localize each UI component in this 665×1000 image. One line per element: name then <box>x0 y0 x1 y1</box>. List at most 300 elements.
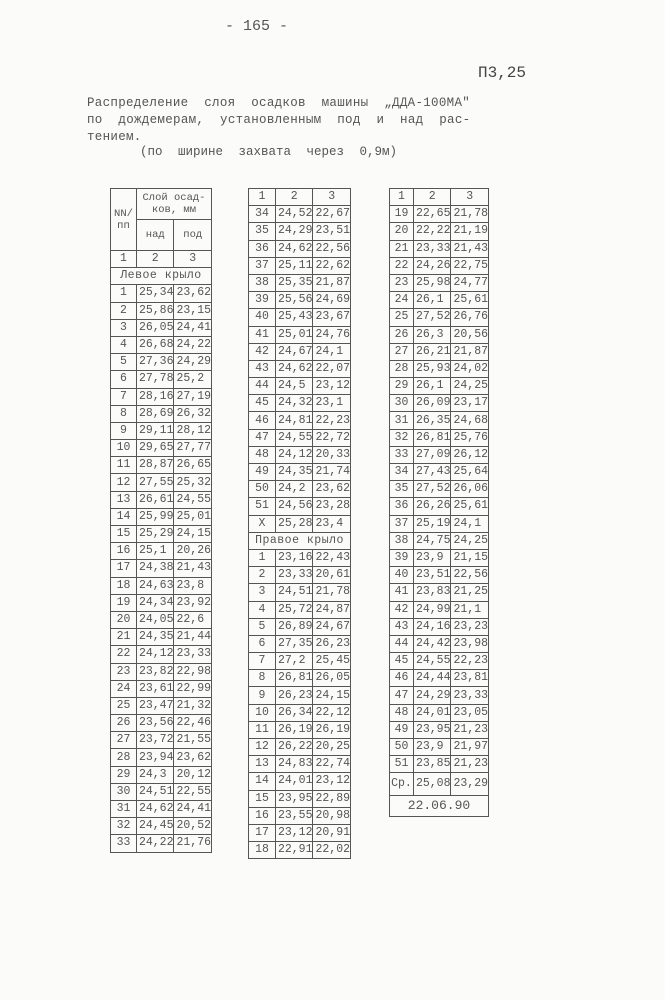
value-over: 24,12 <box>136 646 174 663</box>
row-number: 39 <box>249 292 276 309</box>
value-under: 24,77 <box>451 274 489 291</box>
value-under: 21,44 <box>174 629 212 646</box>
table-row <box>249 515 351 532</box>
table-row <box>111 611 212 628</box>
table-row <box>249 824 351 841</box>
value-under: 27,77 <box>174 440 212 457</box>
table-row <box>111 749 212 766</box>
row-number: 28 <box>390 360 414 377</box>
value-under: 23,62 <box>174 285 212 302</box>
value-over: 26,61 <box>136 491 174 508</box>
table-row <box>111 371 212 388</box>
value-over: 23,9 <box>413 739 451 756</box>
row-number: 12 <box>249 739 276 756</box>
value-over: 26,3 <box>413 326 451 343</box>
value-under: 21,43 <box>451 240 489 257</box>
row-number: 5 <box>249 618 276 635</box>
row-number: 10 <box>249 704 276 721</box>
row-number: 1 <box>249 549 276 566</box>
value-over: 25,98 <box>413 274 451 291</box>
value-under: 25,45 <box>313 653 351 670</box>
row-number: 7 <box>111 388 137 405</box>
value-over: 26,68 <box>136 336 174 353</box>
value-over: 24,52 <box>275 206 313 223</box>
value-under: 23,28 <box>313 498 351 515</box>
value-under: 21,23 <box>451 756 489 773</box>
col-num: 3 <box>174 251 212 268</box>
table-row <box>390 274 489 291</box>
row-number: 51 <box>249 498 276 515</box>
row-number: 27 <box>111 732 137 749</box>
value-over: 28,16 <box>136 388 174 405</box>
value-over: 24,01 <box>413 704 451 721</box>
value-under: 24,68 <box>451 412 489 429</box>
value-over: 24,81 <box>275 412 313 429</box>
row-number: 19 <box>390 206 414 223</box>
table-row <box>111 491 212 508</box>
table-row <box>390 670 489 687</box>
value-over: 23,51 <box>413 567 451 584</box>
value-over: 24,5 <box>275 378 313 395</box>
heading-line-3: тением. <box>87 130 142 144</box>
table-row <box>249 240 351 257</box>
col-num: 1 <box>111 251 137 268</box>
value-over: 24,44 <box>413 670 451 687</box>
heading-note: (по ширине захвата через 0,9м) <box>140 145 398 159</box>
value-over: 24,12 <box>275 446 313 463</box>
row-number: 45 <box>249 395 276 412</box>
value-over: 24,42 <box>413 635 451 652</box>
value-under: 21,25 <box>451 584 489 601</box>
row-number: 3 <box>111 319 137 336</box>
value-over: 26,26 <box>413 498 451 515</box>
table-row <box>249 790 351 807</box>
value-under: 25,01 <box>174 508 212 525</box>
table-row <box>111 302 212 319</box>
table-row <box>390 343 489 360</box>
col-header-over: над <box>136 220 174 251</box>
value-over: 27,36 <box>136 354 174 371</box>
value-under: 24,25 <box>451 532 489 549</box>
value-over: 24,75 <box>413 532 451 549</box>
row-number: 25 <box>390 309 414 326</box>
value-under: 21,19 <box>451 223 489 240</box>
value-over: 26,1 <box>413 378 451 395</box>
value-under: 24,02 <box>451 360 489 377</box>
table-row <box>249 584 351 601</box>
col-num: 3 <box>451 189 489 206</box>
row-number: 19 <box>111 594 137 611</box>
value-under: 23,81 <box>451 670 489 687</box>
col-header-number: NN/пп <box>111 189 137 251</box>
col-num: 2 <box>275 189 313 206</box>
table-row <box>111 629 212 646</box>
value-under: 21,15 <box>451 549 489 566</box>
row-number: 6 <box>111 371 137 388</box>
value-over: 22,65 <box>413 206 451 223</box>
table-row <box>111 697 212 714</box>
table-row <box>249 704 351 721</box>
value-over: 27,52 <box>413 309 451 326</box>
value-over: 26,19 <box>275 721 313 738</box>
value-over: 25,11 <box>275 257 313 274</box>
value-over: 26,89 <box>275 618 313 635</box>
table-row <box>390 601 489 618</box>
table-row <box>249 567 351 584</box>
row-number: 47 <box>390 687 414 704</box>
value-under: 26,65 <box>174 457 212 474</box>
row-number: 21 <box>111 629 137 646</box>
row-number: 24 <box>390 292 414 309</box>
table-row <box>111 646 212 663</box>
value-under: 24,87 <box>313 601 351 618</box>
table-row <box>249 670 351 687</box>
value-under: 21,43 <box>174 560 212 577</box>
table-row <box>390 206 489 223</box>
value-under: 23,4 <box>313 515 351 532</box>
value-under: 22,12 <box>313 704 351 721</box>
table-row <box>111 457 212 474</box>
value-under: 20,52 <box>174 818 212 835</box>
section-right-wing: Правое крыло <box>249 532 351 549</box>
table-row <box>249 549 351 566</box>
row-number: 28 <box>111 749 137 766</box>
value-under: 23,12 <box>313 773 351 790</box>
value-under: 26,32 <box>174 405 212 422</box>
value-over: 25,28 <box>275 515 313 532</box>
value-under: 24,25 <box>451 378 489 395</box>
value-under: 22,23 <box>313 412 351 429</box>
table-row <box>390 635 489 652</box>
value-over: 27,09 <box>413 446 451 463</box>
value-over: 24,62 <box>275 360 313 377</box>
value-under: 24,29 <box>174 354 212 371</box>
value-over: 25,43 <box>275 309 313 326</box>
table-row <box>390 292 489 309</box>
value-under: 24,1 <box>451 515 489 532</box>
row-number: 29 <box>111 766 137 783</box>
value-under: 24,15 <box>313 687 351 704</box>
value-over: 29,11 <box>136 422 174 439</box>
row-number: 26 <box>111 715 137 732</box>
row-number: 38 <box>249 274 276 291</box>
value-over: 24,35 <box>136 629 174 646</box>
value-under: 23,1 <box>313 395 351 412</box>
value-over: 24,67 <box>275 343 313 360</box>
table-row <box>249 498 351 515</box>
value-under: 21,78 <box>313 584 351 601</box>
row-number: 22 <box>390 257 414 274</box>
value-over: 25,72 <box>275 601 313 618</box>
value-over: 23,56 <box>136 715 174 732</box>
table-row <box>249 326 351 343</box>
table-row <box>249 378 351 395</box>
table-row <box>390 756 489 773</box>
value-under: 22,56 <box>451 567 489 584</box>
row-number: 11 <box>111 457 137 474</box>
value-under: 26,05 <box>313 670 351 687</box>
value-under: 22,23 <box>451 653 489 670</box>
value-over: 24,99 <box>413 601 451 618</box>
value-over: 24,56 <box>275 498 313 515</box>
value-over: 24,29 <box>413 687 451 704</box>
row-number: 41 <box>249 326 276 343</box>
table-row <box>390 360 489 377</box>
table-row <box>111 680 212 697</box>
row-number: 22 <box>111 646 137 663</box>
row-number: 24 <box>111 680 137 697</box>
table-row <box>111 594 212 611</box>
row-number: 32 <box>390 429 414 446</box>
value-under: 21,76 <box>174 835 212 852</box>
table-row <box>249 773 351 790</box>
row-number: 46 <box>249 412 276 429</box>
table-row <box>111 440 212 457</box>
row-number: 5 <box>111 354 137 371</box>
value-over: 23,82 <box>136 663 174 680</box>
value-over: 25,01 <box>275 326 313 343</box>
table-row <box>390 567 489 584</box>
value-over: 24,26 <box>413 257 451 274</box>
value-under: 20,12 <box>174 766 212 783</box>
value-under: 22,6 <box>174 611 212 628</box>
col-num: 1 <box>390 189 414 206</box>
table-row <box>249 206 351 223</box>
page-number: - 165 - <box>225 18 289 35</box>
col-num: 1 <box>249 189 276 206</box>
value-over: 27,2 <box>275 653 313 670</box>
value-over: 23,16 <box>275 549 313 566</box>
value-under: 22,56 <box>313 240 351 257</box>
table-row <box>249 223 351 240</box>
value-over: 26,22 <box>275 739 313 756</box>
row-number: 50 <box>390 739 414 756</box>
table-row <box>111 336 212 353</box>
table-row <box>390 515 489 532</box>
row-number: 29 <box>390 378 414 395</box>
date: 22.06.90 <box>390 796 489 817</box>
row-number: 46 <box>390 670 414 687</box>
table-row <box>249 309 351 326</box>
table-row <box>390 223 489 240</box>
value-over: 23,33 <box>275 567 313 584</box>
value-over: 28,87 <box>136 457 174 474</box>
col-num: 2 <box>136 251 174 268</box>
table-row <box>390 309 489 326</box>
value-under: 23,67 <box>313 309 351 326</box>
value-over: 23,83 <box>413 584 451 601</box>
table-row <box>111 422 212 439</box>
row-number: 9 <box>111 422 137 439</box>
value-under: 20,25 <box>313 739 351 756</box>
value-over: 22,91 <box>275 842 313 859</box>
value-under: 24,55 <box>174 491 212 508</box>
row-number: 8 <box>111 405 137 422</box>
row-number: 17 <box>111 560 137 577</box>
value-under: 22,43 <box>313 549 351 566</box>
row-number: 26 <box>390 326 414 343</box>
row-number: 13 <box>249 756 276 773</box>
table-row <box>111 285 212 302</box>
table-row <box>111 783 212 800</box>
value-under: 26,06 <box>451 481 489 498</box>
table-row <box>390 618 489 635</box>
value-over: 24,3 <box>136 766 174 783</box>
row-number: 49 <box>249 464 276 481</box>
table-row <box>111 577 212 594</box>
value-under: 23,8 <box>174 577 212 594</box>
value-under: 23,05 <box>451 704 489 721</box>
value-under: 22,99 <box>174 680 212 697</box>
table-row <box>249 257 351 274</box>
value-over: 24,29 <box>275 223 313 240</box>
table-row <box>111 801 212 818</box>
table-row <box>249 395 351 412</box>
table-row <box>390 721 489 738</box>
value-over: 23,94 <box>136 749 174 766</box>
row-number: 2 <box>111 302 137 319</box>
value-under: 21,87 <box>313 274 351 291</box>
row-number: 11 <box>249 721 276 738</box>
value-under: 22,89 <box>313 790 351 807</box>
value-under: 22,46 <box>174 715 212 732</box>
row-number: 18 <box>249 842 276 859</box>
table-row <box>249 687 351 704</box>
row-number: 40 <box>249 309 276 326</box>
value-under: 22,62 <box>313 257 351 274</box>
value-over: 24,32 <box>275 395 313 412</box>
value-over: 26,81 <box>275 670 313 687</box>
value-over: 25,56 <box>275 292 313 309</box>
table-row <box>249 601 351 618</box>
value-under: 22,55 <box>174 783 212 800</box>
average-row <box>390 773 489 796</box>
value-under: 22,98 <box>174 663 212 680</box>
table-row <box>249 842 351 859</box>
value-over: 24,01 <box>275 773 313 790</box>
table-row <box>249 618 351 635</box>
value-under: 25,32 <box>174 474 212 491</box>
value-under: 21,87 <box>451 343 489 360</box>
table-row <box>249 412 351 429</box>
heading-line-1: Распределение слоя осадков машины „ДДА-100МА" <box>87 96 471 110</box>
value-over: 26,23 <box>275 687 313 704</box>
value-under: 23,12 <box>313 378 351 395</box>
value-under: 21,78 <box>451 206 489 223</box>
value-under: 21,23 <box>451 721 489 738</box>
table-row <box>390 549 489 566</box>
table-row <box>249 274 351 291</box>
table-row <box>111 835 212 852</box>
value-under: 23,62 <box>313 481 351 498</box>
value-over: 24,62 <box>136 801 174 818</box>
value-under: 23,33 <box>174 646 212 663</box>
value-over: 26,1 <box>413 292 451 309</box>
row-number: 23 <box>390 274 414 291</box>
col-num: 3 <box>313 189 351 206</box>
table-row <box>390 687 489 704</box>
value-over: 24,55 <box>413 653 451 670</box>
value-under: 28,12 <box>174 422 212 439</box>
value-under: 23,33 <box>451 687 489 704</box>
value-under: 25,76 <box>451 429 489 446</box>
row-number: 9 <box>249 687 276 704</box>
value-under: 25,2 <box>174 371 212 388</box>
row-number: 21 <box>390 240 414 257</box>
table-row <box>390 498 489 515</box>
value-over: 24,05 <box>136 611 174 628</box>
value-under: 21,32 <box>174 697 212 714</box>
row-number: 18 <box>111 577 137 594</box>
row-number: 47 <box>249 429 276 446</box>
row-number: 15 <box>249 790 276 807</box>
value-under: 22,75 <box>451 257 489 274</box>
row-number: 16 <box>111 543 137 560</box>
row-number: 25 <box>111 697 137 714</box>
table-row <box>111 354 212 371</box>
row-number: 35 <box>249 223 276 240</box>
value-under: 24,67 <box>313 618 351 635</box>
row-number: 20 <box>111 611 137 628</box>
value-over: 24,45 <box>136 818 174 835</box>
value-under: 24,15 <box>174 526 212 543</box>
row-number: 12 <box>111 474 137 491</box>
value-over: 26,09 <box>413 395 451 412</box>
row-number: 14 <box>249 773 276 790</box>
row-number: 37 <box>249 257 276 274</box>
value-over: 25,99 <box>136 508 174 525</box>
value-over: 26,81 <box>413 429 451 446</box>
row-number: 44 <box>390 635 414 652</box>
table-row <box>390 326 489 343</box>
row-number: 31 <box>111 801 137 818</box>
table-row <box>249 429 351 446</box>
row-number: 36 <box>249 240 276 257</box>
value-under: 23,15 <box>174 302 212 319</box>
value-over: 26,34 <box>275 704 313 721</box>
value-over: 23,9 <box>413 549 451 566</box>
data-table-2 <box>248 188 351 859</box>
value-under: 26,19 <box>313 721 351 738</box>
table-row <box>390 240 489 257</box>
row-number: 33 <box>111 835 137 852</box>
value-under: 27,19 <box>174 388 212 405</box>
value-under: 22,72 <box>313 429 351 446</box>
value-over: 24,34 <box>136 594 174 611</box>
row-number: 33 <box>390 446 414 463</box>
row-number: X <box>249 515 276 532</box>
table-row <box>249 756 351 773</box>
average-under: 23,29 <box>451 773 489 796</box>
value-over: 26,35 <box>413 412 451 429</box>
value-over: 27,43 <box>413 464 451 481</box>
row-number: 30 <box>111 783 137 800</box>
row-number: 36 <box>390 498 414 515</box>
value-over: 25,19 <box>413 515 451 532</box>
row-number: 43 <box>249 360 276 377</box>
row-number: 32 <box>111 818 137 835</box>
row-number: 6 <box>249 635 276 652</box>
row-number: 45 <box>390 653 414 670</box>
table-row <box>390 412 489 429</box>
value-over: 25,1 <box>136 543 174 560</box>
row-number: 31 <box>390 412 414 429</box>
row-number: 41 <box>390 584 414 601</box>
value-under: 26,12 <box>451 446 489 463</box>
row-number: 14 <box>111 508 137 525</box>
row-number: 3 <box>249 584 276 601</box>
row-number: 48 <box>249 446 276 463</box>
